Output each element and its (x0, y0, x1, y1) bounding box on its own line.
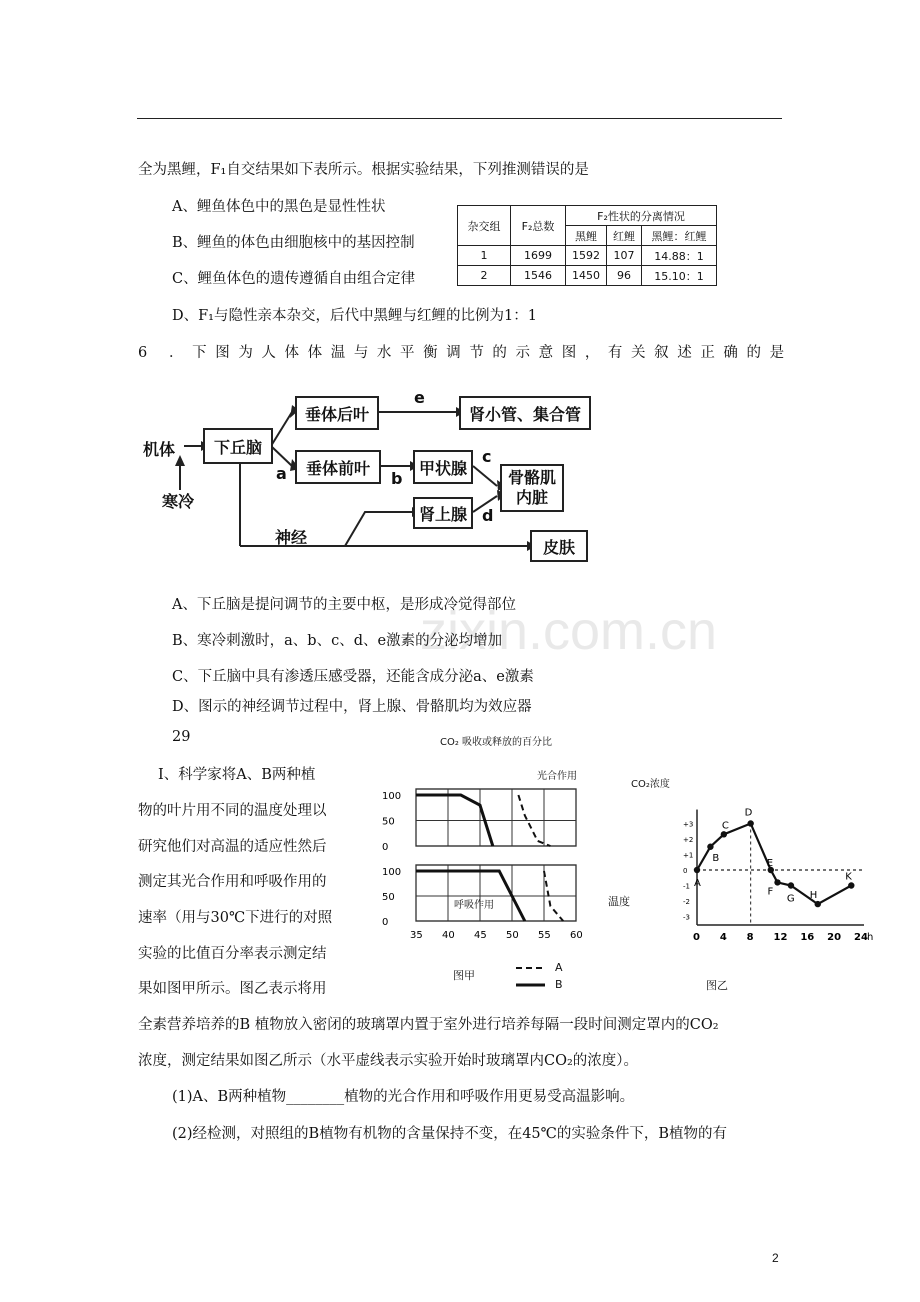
intro-text: 全为黑鲤，F₁自交结果如下表所示。根据实验结果，下列推测错误的是 (138, 162, 589, 178)
chart-yi-point (694, 867, 700, 873)
thyroid-box: 甲状腺 (413, 450, 473, 484)
chart-yi-y-tick: +1 (683, 851, 694, 860)
chart-yi-y-tick: -3 (683, 913, 690, 922)
chart-jia-x-tick: 60 (570, 930, 583, 941)
chart-jia-x-tick: 35 (410, 930, 423, 941)
chart-yi-point-label: F (767, 886, 774, 898)
legend-b-label: B (555, 978, 563, 991)
chart-yi-x-tick: 20 (827, 932, 842, 943)
muscle-label: 骨骼肌 (507, 468, 556, 487)
chart-yi-x-tick: 12 (773, 932, 788, 943)
chart-jia-y-tick: 0 (382, 842, 389, 853)
th-total: F₂总数 (511, 206, 566, 246)
q29-line: 物的叶片用不同的温度处理以 (138, 803, 327, 819)
q29-line: 测定其光合作用和呼吸作用的 (138, 874, 327, 890)
chart-yi-point (707, 844, 713, 850)
chart-jia-panel-photo: 光合作用 (537, 771, 577, 782)
chart-yi-xlabel: h (867, 932, 874, 943)
chart-yi-point-label: A (694, 878, 701, 889)
label-b: b (391, 469, 403, 488)
chart-yi-point (848, 882, 854, 888)
q5-option-a: A、鲤鱼体色中的黑色是显性性状 (172, 199, 386, 215)
chart-jia-title: 图甲 (453, 969, 475, 982)
chart-yi-point-label: C (721, 820, 729, 832)
chart-yi-point (721, 831, 727, 837)
q29-line: 实验的比值百分率表示测定结 (138, 946, 327, 962)
chart-yi-y-tick: -2 (683, 898, 690, 906)
nerve-label: 神经 (275, 528, 308, 547)
th-group: 杂交组 (458, 206, 511, 246)
cold-label: 寒冷 (162, 492, 195, 511)
chart-jia-ylabel: CO₂ 吸收或释放的百分比 (440, 737, 553, 748)
chart-yi-point-label: H (809, 890, 818, 902)
chart-yi-point (774, 879, 780, 885)
adrenal-box: 肾上腺 (413, 497, 473, 529)
chart-yi-point-label: D (744, 807, 753, 819)
q5-option-c: C、鲤鱼体色的遗传遵循自由组合定律 (172, 271, 416, 287)
q6-option-a: A、下丘脑是提问调节的主要中枢，是形成冷觉得部位 (172, 597, 516, 613)
q29-line: Ⅰ、科学家将A、B两种植 (158, 767, 316, 783)
chart-yi-point-label: B (712, 852, 720, 864)
th-red: 红鲤 (607, 226, 642, 246)
cell-group: 2 (458, 266, 511, 286)
label-d: d (482, 506, 494, 525)
kidney-tubule-box: 肾小管、集合管 (459, 396, 591, 430)
chart-jia-y-tick: 0 (382, 917, 389, 928)
page-number: 2 (772, 1251, 779, 1265)
chart-jia-panel-resp: 呼吸作用 (454, 900, 494, 911)
watermark: zixin.com.cn (420, 601, 718, 661)
chart-yi-x-tick: 16 (800, 932, 815, 943)
chart-yi-x-tick: 24 (854, 932, 868, 943)
chart-yi-point (747, 820, 753, 826)
chart-jia-y-tick: 50 (382, 892, 395, 903)
chart-jia-y-tick: 100 (382, 791, 402, 802)
chart-yi-point-label: E (766, 858, 774, 869)
chart-jia-x-tick: 50 (506, 930, 519, 941)
chart-yi-ylabel: CO₂浓度 (631, 779, 670, 790)
chart-yi-x-tick: 4 (719, 932, 727, 943)
q6-option-b: B、寒冷刺激时，a、b、c、d、e激素的分泌均增加 (172, 633, 503, 649)
label-a: a (276, 464, 287, 483)
cell-total: 1546 (511, 266, 566, 286)
q5-option-d: D、F₁与隐性亲本杂交，后代中黑鲤与红鲤的比例为1：1 (172, 308, 537, 324)
cell-group: 1 (458, 246, 511, 266)
th-separation: F₂性状的分离情况 (566, 206, 717, 226)
q5-option-b: B、鲤鱼的体色由细胞核中的基因控制 (172, 235, 415, 251)
cell-total: 1699 (511, 246, 566, 266)
q6-option-c: C、下丘脑中具有渗透压感受器，还能含成分泌a、e激素 (172, 669, 534, 685)
chart-jia-y-tick: 50 (382, 816, 395, 828)
chart-yi-y-tick: +3 (683, 820, 694, 829)
hypothalamus-box: 下丘脑 (203, 428, 273, 464)
q29-line: 果如图甲所示。图乙表示将用 (138, 981, 327, 997)
q29-continuation-1: 全素营养培养的B 植物放入密闭的玻璃罩内置于室外进行培养每隔一段时间测定罩内的CO₂ (138, 1017, 719, 1033)
chart-yi-title: 图乙 (706, 979, 728, 992)
cell-ratio: 14.88：1 (642, 246, 717, 266)
body-label: 机体 (143, 440, 176, 459)
cell-red: 96 (607, 266, 642, 286)
chart-yi-x-tick: 0 (693, 932, 700, 943)
chart-yi-x-tick: 8 (746, 932, 754, 943)
q29-number: 29 (172, 729, 191, 745)
legend-a-label: A (555, 961, 563, 974)
label-e: e (414, 388, 425, 407)
chart-yi-y-tick: -1 (683, 882, 690, 891)
cell-red: 107 (607, 246, 642, 266)
chart-jia-x-tick: 45 (474, 930, 487, 941)
q6-option-d: D、图示的神经调节过程中，肾上腺、骨骼肌均为效应器 (172, 699, 532, 715)
cell-black: 1592 (566, 246, 607, 266)
chart-jia-x-tick: 40 (442, 930, 455, 941)
q29-line: 速率（用与30℃下进行的对照 (138, 910, 333, 926)
posterior-pituitary-box: 垂体后叶 (295, 396, 379, 430)
skin-box: 皮肤 (530, 530, 588, 562)
chart-jia-y-tick: 100 (382, 867, 402, 878)
chart-yi-curve (697, 824, 851, 905)
chart-jia-xlabel: 温度 (608, 895, 630, 908)
q29-sub1: (1)A、B两种植物________植物的光合作用和呼吸作用更易受高温影响。 (172, 1089, 635, 1105)
q29-line: 研究他们对高温的适应性然后 (138, 839, 327, 855)
cell-ratio: 15.10：1 (642, 266, 717, 286)
q29-continuation-2: 浓度，测定结果如图乙所示（水平虚线表示实验开始时玻璃罩内CO₂的浓度）。 (138, 1053, 639, 1069)
q6-stem: 6 ．下图为人体体温与水平衡调节的示意图，有关叙述正确的是 (138, 345, 793, 361)
chart-jia-x-tick: 55 (538, 930, 551, 941)
th-black: 黑鲤 (566, 226, 607, 246)
chart-yi-y-tick: +2 (683, 836, 694, 844)
th-ratio: 黑鲤：红鲤 (642, 226, 717, 246)
label-c: c (482, 447, 492, 466)
q29-sub2: (2)经检测，对照组的B植物有机物的含量保持不变，在45℃的实验条件下，B植物的有 (172, 1126, 728, 1142)
organ-label: 内脏 (515, 488, 548, 507)
chart-yi-point-label: G (786, 893, 795, 905)
chart-yi-y-tick: 0 (683, 867, 688, 875)
chart-yi-point (788, 882, 794, 888)
chart-yi-point (815, 901, 821, 907)
cell-black: 1450 (566, 266, 607, 286)
chart-yi-point-label: K (845, 871, 852, 883)
anterior-pituitary-box: 垂体前叶 (295, 450, 381, 484)
